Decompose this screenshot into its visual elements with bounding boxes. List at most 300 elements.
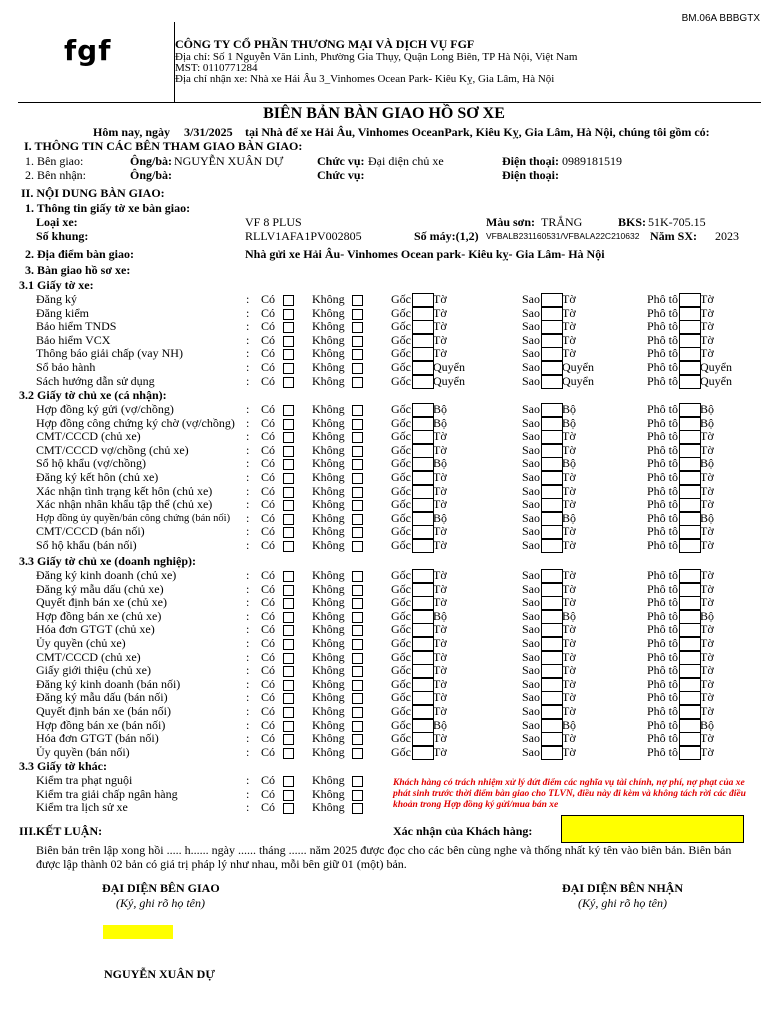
no-label: Không — [312, 332, 345, 347]
photo-count-field[interactable] — [679, 444, 701, 458]
copy-count-field[interactable] — [541, 375, 563, 389]
copy-count-field[interactable] — [541, 444, 563, 458]
original-label: Gốc — [391, 524, 411, 539]
original-label: Gốc — [391, 649, 411, 664]
yes-checkbox[interactable] — [283, 541, 294, 552]
no-label: Không — [312, 319, 345, 334]
original-count-field[interactable] — [412, 512, 434, 526]
photo-count-field[interactable] — [679, 705, 701, 719]
original-count-field[interactable] — [412, 403, 434, 417]
photo-count-field[interactable] — [679, 732, 701, 746]
original-count-field[interactable] — [412, 539, 434, 553]
receiver-sign-note: (Ký, ghi rõ họ tên) — [578, 896, 667, 910]
company-address: Địa chỉ: Số 1 Nguyễn Văn Linh, Phường Gia Thụy, Quận Long Biên, TP Hà Nội, Việt Nam — [175, 51, 578, 63]
no-checkbox[interactable] — [352, 639, 363, 650]
photo-count-field[interactable] — [679, 539, 701, 553]
copy-label: Sao — [522, 663, 540, 678]
giver-signature-field[interactable] — [103, 925, 173, 939]
no-checkbox[interactable] — [352, 707, 363, 718]
photo-count-field[interactable] — [679, 485, 701, 499]
copy-label: Sao — [522, 497, 540, 512]
photo-count-field[interactable] — [679, 678, 701, 692]
yes-label: Có — [261, 360, 276, 374]
photo-count-field[interactable] — [679, 320, 701, 334]
original-count-field[interactable] — [412, 430, 434, 444]
original-count-field[interactable] — [412, 732, 434, 746]
no-checkbox[interactable] — [352, 571, 363, 582]
copy-count-field[interactable] — [541, 512, 563, 526]
original-label: Gốc — [391, 497, 411, 512]
copy-count-field[interactable] — [541, 417, 563, 431]
yes-checkbox[interactable] — [283, 459, 294, 470]
photo-count-field[interactable] — [679, 569, 701, 583]
copy-label: Sao — [522, 483, 540, 498]
photo-count-field[interactable] — [679, 610, 701, 624]
original-count-field[interactable] — [412, 525, 434, 539]
copy-count-field[interactable] — [541, 498, 563, 512]
yes-checkbox[interactable] — [283, 487, 294, 498]
photo-label: Phô tô — [647, 470, 679, 484]
original-label: Gốc — [391, 663, 411, 678]
original-unit: Bộ — [433, 402, 448, 416]
doc-item-name: Hợp đồng ký gửi (vợ/chồng) — [36, 402, 174, 416]
yes-label: Có — [261, 442, 276, 457]
no-checkbox[interactable] — [352, 666, 363, 677]
copy-unit: Tờ — [562, 690, 576, 705]
colon: : — [246, 415, 250, 430]
photo-count-field[interactable] — [679, 512, 701, 526]
no-label: Không — [312, 608, 345, 623]
yes-checkbox[interactable] — [283, 639, 294, 650]
copy-count-field[interactable] — [541, 705, 563, 719]
original-count-field[interactable] — [412, 569, 434, 583]
yes-checkbox[interactable] — [283, 363, 294, 374]
yes-label: Có — [261, 595, 276, 610]
photo-label: Phô tô — [647, 332, 679, 347]
yes-checkbox[interactable] — [283, 514, 294, 525]
yes-checkbox[interactable] — [283, 625, 294, 636]
yes-label: Có — [261, 429, 276, 444]
yes-checkbox[interactable] — [283, 653, 294, 664]
photo-unit: Tờ — [700, 663, 714, 678]
yes-checkbox[interactable] — [283, 405, 294, 416]
copy-label: Sao — [522, 731, 540, 746]
no-checkbox[interactable] — [352, 377, 363, 388]
no-checkbox[interactable] — [352, 514, 363, 525]
copy-count-field[interactable] — [541, 485, 563, 499]
photo-unit: Tờ — [700, 429, 714, 444]
photo-count-field[interactable] — [679, 498, 701, 512]
original-label: Gốc — [391, 538, 411, 552]
colon: : — [246, 456, 250, 471]
photo-count-field[interactable] — [679, 651, 701, 665]
photo-count-field[interactable] — [679, 623, 701, 637]
no-checkbox[interactable] — [352, 432, 363, 443]
copy-unit: Bộ — [562, 456, 577, 471]
no-checkbox[interactable] — [352, 693, 363, 704]
copy-count-field[interactable] — [541, 746, 563, 760]
photo-unit: Tờ — [700, 595, 714, 610]
photo-count-field[interactable] — [679, 746, 701, 760]
photo-count-field[interactable] — [679, 664, 701, 678]
yes-checkbox[interactable] — [283, 803, 294, 814]
copy-count-field[interactable] — [541, 361, 563, 375]
copy-count-field[interactable] — [541, 623, 563, 637]
original-count-field[interactable] — [412, 596, 434, 610]
photo-count-field[interactable] — [679, 691, 701, 705]
copy-count-field[interactable] — [541, 637, 563, 651]
photo-count-field[interactable] — [679, 637, 701, 651]
copy-unit: Tờ — [562, 581, 576, 596]
colon: : — [246, 524, 250, 539]
yes-label: Có — [261, 581, 276, 596]
original-label: Gốc — [391, 292, 411, 306]
yes-label: Có — [261, 483, 276, 498]
yes-checkbox[interactable] — [283, 680, 294, 691]
copy-unit: Tờ — [562, 442, 576, 457]
yes-label: Có — [261, 773, 276, 787]
copy-label: Sao — [522, 595, 540, 610]
copy-count-field[interactable] — [541, 307, 563, 321]
photo-unit: Tờ — [700, 470, 714, 484]
doc-item-name: Hợp đồng bán xe (bán nối) — [36, 717, 166, 732]
copy-label: Sao — [522, 636, 540, 650]
yes-checkbox[interactable] — [283, 693, 294, 704]
yes-checkbox[interactable] — [283, 666, 294, 677]
copy-unit: Bộ — [562, 402, 577, 416]
copy-count-field[interactable] — [541, 334, 563, 348]
original-count-field[interactable] — [412, 293, 434, 307]
colon: : — [246, 360, 250, 374]
no-checkbox[interactable] — [352, 295, 363, 306]
colon: : — [246, 676, 250, 691]
yes-checkbox[interactable] — [283, 419, 294, 430]
original-count-field[interactable] — [412, 320, 434, 334]
original-count-field[interactable] — [412, 347, 434, 361]
no-label: Không — [312, 717, 345, 732]
original-count-field[interactable] — [412, 691, 434, 705]
copy-label: Sao — [522, 649, 540, 664]
no-checkbox[interactable] — [352, 487, 363, 498]
copy-unit: Tờ — [562, 649, 576, 664]
original-count-field[interactable] — [412, 623, 434, 637]
original-count-field[interactable] — [412, 746, 434, 760]
no-checkbox[interactable] — [352, 459, 363, 470]
copy-count-field[interactable] — [541, 732, 563, 746]
no-checkbox[interactable] — [352, 721, 363, 732]
no-label: Không — [312, 373, 345, 388]
yes-checkbox[interactable] — [283, 527, 294, 538]
model-value: VF 8 PLUS — [245, 215, 302, 229]
giver-position-label: Chức vụ: — [317, 154, 365, 168]
original-count-field[interactable] — [412, 705, 434, 719]
photo-unit: Tờ — [700, 622, 714, 637]
photo-label: Phô tô — [647, 456, 679, 471]
no-label: Không — [312, 524, 345, 539]
photo-unit: Tờ — [700, 319, 714, 334]
yes-checkbox[interactable] — [283, 377, 294, 388]
no-checkbox[interactable] — [352, 349, 363, 360]
no-label: Không — [312, 305, 345, 320]
original-count-field[interactable] — [412, 471, 434, 485]
photo-count-field[interactable] — [679, 525, 701, 539]
original-count-field[interactable] — [412, 664, 434, 678]
original-unit: Tờ — [433, 704, 447, 718]
yes-checkbox[interactable] — [283, 309, 294, 320]
photo-unit: Tờ — [700, 346, 714, 361]
original-count-field[interactable] — [412, 637, 434, 651]
photo-unit: Tờ — [700, 568, 714, 582]
check-item-name: Kiểm tra lịch sử xe — [36, 800, 128, 815]
giver-mr-label: Ông/bà: — [130, 154, 173, 168]
photo-count-field[interactable] — [679, 596, 701, 610]
yes-label: Có — [261, 690, 276, 705]
copy-label: Sao — [522, 622, 540, 637]
copy-unit: Tờ — [562, 346, 576, 361]
no-checkbox[interactable] — [352, 790, 363, 801]
photo-count-field[interactable] — [679, 307, 701, 321]
giver-name: NGUYỄN XUÂN DỰ — [174, 154, 284, 168]
copy-unit: Tờ — [562, 305, 576, 320]
yes-checkbox[interactable] — [283, 790, 294, 801]
receiver-phone-label: Điện thoại: — [502, 168, 559, 182]
original-count-field[interactable] — [412, 610, 434, 624]
photo-count-field[interactable] — [679, 375, 701, 389]
doc-item-name: Đăng kiểm — [36, 305, 89, 320]
photo-label: Phô tô — [647, 292, 679, 306]
photo-label: Phô tô — [647, 429, 679, 444]
photo-count-field[interactable] — [679, 334, 701, 348]
original-count-field[interactable] — [412, 583, 434, 597]
receiver-mr-label: Ông/bà: — [130, 168, 173, 182]
copy-count-field[interactable] — [541, 596, 563, 610]
copy-count-field[interactable] — [541, 471, 563, 485]
original-unit: Bộ — [433, 510, 448, 525]
no-label: Không — [312, 649, 345, 664]
colon: : — [246, 346, 250, 361]
photo-label: Phô tô — [647, 442, 679, 457]
copy-count-field[interactable] — [541, 569, 563, 583]
plate-value: 51K-705.15 — [648, 215, 706, 229]
no-checkbox[interactable] — [352, 653, 363, 664]
check-item-name: Kiểm tra phạt nguội — [36, 773, 133, 787]
yes-label: Có — [261, 319, 276, 334]
yes-checkbox[interactable] — [283, 598, 294, 609]
original-unit: Tờ — [433, 581, 447, 596]
copy-count-field[interactable] — [541, 664, 563, 678]
photo-label: Phô tô — [647, 649, 679, 664]
no-checkbox[interactable] — [352, 585, 363, 596]
original-count-field[interactable] — [412, 719, 434, 733]
photo-unit: Tờ — [700, 731, 714, 746]
doc-item-name: CMT/CCCD vợ/chồng (chủ xe) — [36, 442, 189, 457]
copy-count-field[interactable] — [541, 457, 563, 471]
yes-checkbox[interactable] — [283, 295, 294, 306]
photo-count-field[interactable] — [679, 719, 701, 733]
no-checkbox[interactable] — [352, 336, 363, 347]
photo-count-field[interactable] — [679, 471, 701, 485]
no-checkbox[interactable] — [352, 419, 363, 430]
no-checkbox[interactable] — [352, 500, 363, 511]
copy-label: Sao — [522, 415, 540, 430]
colon: : — [246, 622, 250, 637]
no-label: Không — [312, 442, 345, 457]
original-count-field[interactable] — [412, 361, 434, 375]
yes-label: Có — [261, 636, 276, 650]
yes-checkbox[interactable] — [283, 734, 294, 745]
yes-checkbox[interactable] — [283, 446, 294, 457]
customer-confirm-field[interactable] — [561, 815, 744, 843]
no-checkbox[interactable] — [352, 309, 363, 320]
yes-checkbox[interactable] — [283, 571, 294, 582]
copy-unit: Tờ — [562, 704, 576, 718]
original-label: Gốc — [391, 676, 411, 691]
original-unit: Bộ — [433, 608, 448, 623]
original-unit: Tờ — [433, 595, 447, 610]
photo-label: Phô tô — [647, 305, 679, 320]
original-label: Gốc — [391, 608, 411, 623]
company-receive-address: Địa chỉ nhận xe: Nhà xe Hải Âu 3_Vinhomes Ocean Park- Kiêu Kỵ, Gia Lâm, Hà Nội — [175, 73, 555, 85]
colon: : — [246, 483, 250, 498]
colon: : — [246, 704, 250, 718]
original-count-field[interactable] — [412, 678, 434, 692]
photo-count-field[interactable] — [679, 583, 701, 597]
yes-checkbox[interactable] — [283, 349, 294, 360]
no-label: Không — [312, 800, 345, 815]
copy-label: Sao — [522, 510, 540, 525]
no-label: Không — [312, 429, 345, 444]
no-checkbox[interactable] — [352, 598, 363, 609]
no-checkbox[interactable] — [352, 446, 363, 457]
no-label: Không — [312, 676, 345, 691]
original-unit: Tờ — [433, 622, 447, 637]
yes-checkbox[interactable] — [283, 336, 294, 347]
original-unit: Tờ — [433, 731, 447, 746]
original-unit: Tờ — [433, 292, 447, 306]
copy-unit: Tờ — [562, 470, 576, 484]
copy-count-field[interactable] — [541, 610, 563, 624]
no-checkbox[interactable] — [352, 612, 363, 623]
original-count-field[interactable] — [412, 498, 434, 512]
yes-checkbox[interactable] — [283, 612, 294, 623]
copy-count-field[interactable] — [541, 525, 563, 539]
no-label: Không — [312, 456, 345, 471]
yes-label: Có — [261, 456, 276, 471]
copy-unit: Tờ — [562, 497, 576, 512]
yes-checkbox[interactable] — [283, 748, 294, 759]
no-checkbox[interactable] — [352, 527, 363, 538]
color-value: TRẮNG — [541, 215, 583, 229]
copy-count-field[interactable] — [541, 651, 563, 665]
photo-unit: Tờ — [700, 442, 714, 457]
yes-checkbox[interactable] — [283, 707, 294, 718]
original-label: Gốc — [391, 731, 411, 746]
copy-count-field[interactable] — [541, 320, 563, 334]
photo-unit: Tờ — [700, 332, 714, 347]
doc-item-name: Bảo hiểm TNDS — [36, 319, 117, 334]
original-count-field[interactable] — [412, 334, 434, 348]
photo-unit: Tờ — [700, 305, 714, 320]
no-checkbox[interactable] — [352, 776, 363, 787]
copy-count-field[interactable] — [541, 347, 563, 361]
original-count-field[interactable] — [412, 444, 434, 458]
copy-label: Sao — [522, 319, 540, 334]
photo-count-field[interactable] — [679, 361, 701, 375]
no-checkbox[interactable] — [352, 363, 363, 374]
form-code: BM.06A BBBGTX — [681, 13, 760, 24]
no-checkbox[interactable] — [352, 322, 363, 333]
no-checkbox[interactable] — [352, 405, 363, 416]
original-count-field[interactable] — [412, 375, 434, 389]
original-count-field[interactable] — [412, 485, 434, 499]
no-checkbox[interactable] — [352, 541, 363, 552]
original-count-field[interactable] — [412, 651, 434, 665]
yes-checkbox[interactable] — [283, 721, 294, 732]
yes-checkbox[interactable] — [283, 322, 294, 333]
copy-unit: Tờ — [562, 595, 576, 610]
original-count-field[interactable] — [412, 307, 434, 321]
yes-checkbox[interactable] — [283, 585, 294, 596]
yes-label: Có — [261, 538, 276, 552]
photo-count-field[interactable] — [679, 403, 701, 417]
copy-count-field[interactable] — [541, 583, 563, 597]
intro-place: tại Nhà để xe Hải Âu, Vinhomes OceanPark, Kiêu Kỵ, Gia Lâm, Hà Nội, chúng tôi gồm có: — [245, 125, 710, 139]
copy-count-field[interactable] — [541, 430, 563, 444]
copy-unit: Tờ — [562, 319, 576, 334]
no-checkbox[interactable] — [352, 625, 363, 636]
photo-unit: Tờ — [700, 649, 714, 664]
doc-item-name: Đăng ký kinh doanh (bán nối) — [36, 676, 181, 691]
yes-checkbox[interactable] — [283, 776, 294, 787]
color-label: Màu sơn: — [486, 215, 535, 229]
no-checkbox[interactable] — [352, 734, 363, 745]
chassis-label: Số khung: — [36, 229, 89, 243]
original-count-field[interactable] — [412, 417, 434, 431]
copy-count-field[interactable] — [541, 691, 563, 705]
yes-checkbox[interactable] — [283, 500, 294, 511]
photo-count-field[interactable] — [679, 430, 701, 444]
copy-label: Sao — [522, 360, 540, 374]
no-checkbox[interactable] — [352, 680, 363, 691]
copy-count-field[interactable] — [541, 293, 563, 307]
yes-label: Có — [261, 305, 276, 320]
original-unit: Tờ — [433, 346, 447, 361]
copy-count-field[interactable] — [541, 719, 563, 733]
copy-count-field[interactable] — [541, 678, 563, 692]
photo-count-field[interactable] — [679, 457, 701, 471]
plate-label: BKS: — [618, 215, 647, 229]
no-label: Không — [312, 636, 345, 650]
photo-count-field[interactable] — [679, 293, 701, 307]
copy-unit: Bộ — [562, 608, 577, 623]
yes-checkbox[interactable] — [283, 473, 294, 484]
copy-unit: Tờ — [562, 568, 576, 582]
no-checkbox[interactable] — [352, 748, 363, 759]
photo-label: Phô tô — [647, 538, 679, 552]
photo-count-field[interactable] — [679, 347, 701, 361]
receiver-position-label: Chức vụ: — [317, 168, 365, 182]
yes-checkbox[interactable] — [283, 432, 294, 443]
copy-count-field[interactable] — [541, 403, 563, 417]
giver-signer-name: NGUYỄN XUÂN DỰ — [104, 967, 215, 981]
original-count-field[interactable] — [412, 457, 434, 471]
original-unit: Tờ — [433, 744, 447, 759]
year-value: 2023 — [715, 229, 739, 243]
no-checkbox[interactable] — [352, 803, 363, 814]
photo-count-field[interactable] — [679, 417, 701, 431]
copy-count-field[interactable] — [541, 539, 563, 553]
no-checkbox[interactable] — [352, 473, 363, 484]
